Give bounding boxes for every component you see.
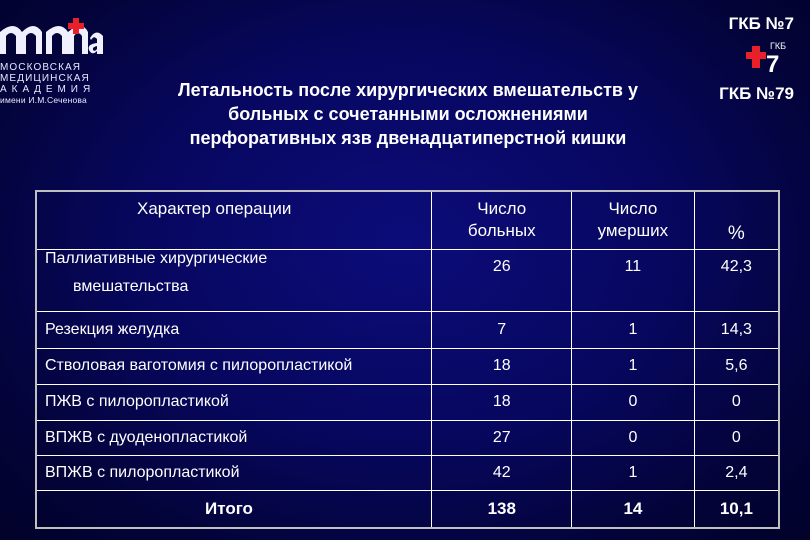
row-operation-name-line-1: Паллиативные хирургические	[45, 249, 268, 267]
total-patients: 138	[432, 490, 572, 528]
title-line-2: больных с сочетанными осложнениями	[228, 104, 588, 124]
row-operation-name	[36, 249, 432, 311]
row-deaths: 1	[572, 455, 695, 490]
row-patients: 18	[432, 348, 572, 384]
row-patients: 18	[432, 384, 572, 420]
header-deaths-line-2: умерших	[597, 221, 669, 240]
academy-logo-mark	[0, 18, 108, 58]
header-patients-line-1: Число	[477, 199, 527, 218]
row-operation-name: ВПЖВ с дуоденопластикой	[36, 420, 432, 455]
row-percent: 2,4	[694, 455, 779, 490]
header-operation: Характер операции	[36, 191, 432, 249]
academy-line-4: имени И.М.Сеченова	[0, 95, 87, 105]
row-operation-name: ПЖВ с пилоропластикой	[36, 384, 432, 420]
hospital-badge-number: 7	[766, 51, 780, 78]
academy-line-2: МЕДИЦИНСКАЯ	[0, 73, 90, 84]
table-row	[36, 384, 779, 420]
total-label: Итого	[36, 490, 432, 528]
row-percent: 0	[694, 420, 779, 455]
title-line-3: перфоративных язв двенадцатиперстной кишки	[189, 128, 627, 148]
table-row	[36, 348, 779, 384]
row-deaths: 1	[572, 311, 695, 348]
hospital-label-top: ГКБ №7	[728, 14, 794, 33]
row-percent: 0	[694, 384, 779, 420]
row-patients: 26	[432, 249, 572, 311]
academy-line-1: МОСКОВСКАЯ	[0, 62, 82, 73]
title-line-1: Летальность после хирургических вмешательств у	[178, 80, 638, 100]
total-deaths: 14	[572, 490, 695, 528]
header-patients-line-2: больных	[467, 221, 536, 240]
table-row	[36, 455, 779, 490]
row-deaths: 1	[572, 348, 695, 384]
academy-name	[0, 62, 112, 106]
header-patients	[432, 191, 572, 249]
table-row	[36, 420, 779, 455]
row-operation-name: Резекция желудка	[36, 311, 432, 348]
row-deaths: 0	[572, 420, 695, 455]
row-percent: 42,3	[694, 249, 779, 311]
hospital-label-bottom: ГКБ №79	[719, 84, 794, 103]
row-patients: 7	[432, 311, 572, 348]
row-operation-name: ВПЖВ с пилоропластикой	[36, 455, 432, 490]
row-operation-name-line-2: вмешательства	[73, 277, 189, 295]
row-patients: 42	[432, 455, 572, 490]
row-deaths: 0	[572, 384, 695, 420]
row-patients: 27	[432, 420, 572, 455]
header-percent: %	[694, 191, 779, 249]
slide-title	[118, 78, 698, 150]
row-operation-name: Стволовая ваготомия с пилоропластикой	[36, 348, 432, 384]
total-percent: 10,1	[694, 490, 779, 528]
header-deaths	[572, 191, 695, 249]
table-total-row	[36, 490, 779, 528]
mortality-table	[35, 190, 780, 529]
header-deaths-line-1: Число	[608, 199, 658, 218]
table-row	[36, 249, 779, 311]
table-header-row	[36, 191, 779, 249]
table-row	[36, 311, 779, 348]
hospital-badge-text: ГКБ	[770, 41, 787, 51]
row-deaths: 11	[572, 249, 695, 311]
academy-line-3: А К А Д Е М И Я	[0, 84, 92, 95]
row-percent: 5,6	[694, 348, 779, 384]
hospital-badge-icon	[740, 40, 790, 80]
row-percent: 14,3	[694, 311, 779, 348]
